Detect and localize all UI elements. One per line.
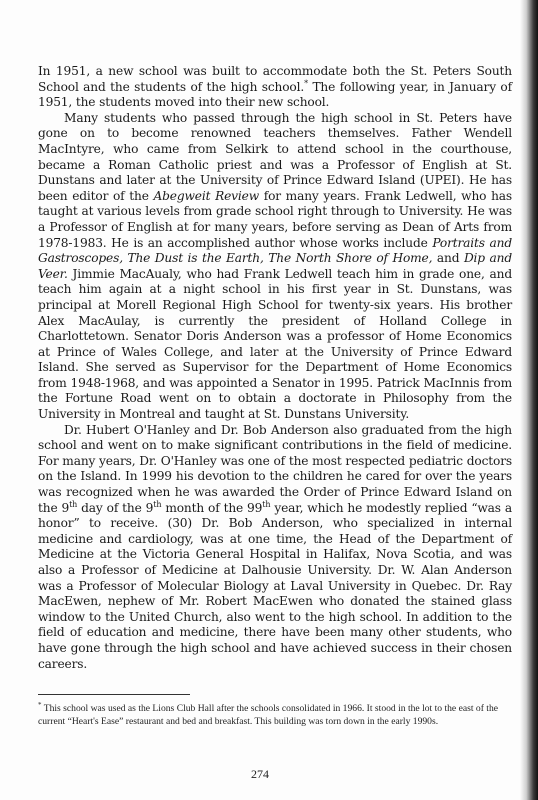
text-run: and [432, 251, 464, 266]
paragraph [38, 423, 512, 673]
superscript: * [304, 78, 308, 88]
text-run: for many years. Frank Ledwell, who has taught at various levels from grade school right through to University. He was a Professor of English at for many years, before serving as Dean of Arts from 1978-1983. He is an accomplished author whose works include [38, 188, 512, 250]
text-run: month of the 99 [161, 500, 263, 515]
page-number: 274 [251, 767, 269, 781]
text-run: year, which he modestly replied “was a honor” to receive. (30) Dr. Bob Anderson, who specialized in internal medicine and cardiology, was at one time, the Head of the Department of Medicine at the Victoria General Hospital in Halifax, Nova Scotia, and was also a Professor of Medicine at Dalhousie University. Dr. W. Alan Anderson was a Professor of Molecular Biology at Laval University in Quebec. Dr. Ray MacEwen, nephew of Mr. Robert MacEwen who donated the stained glass window to the United Church, also went to the high school. In addition to the field of education and medicine, there have been many other students, who have gone through the high school and have achieved success in their chosen careers. [38, 500, 513, 671]
italic-title: Abegweit Review [153, 188, 259, 203]
footnote-text: This school was used as the Lions Club Hall after the schools consolidated in 1966. It stood in the lot to the east of the current “Heart's Ease” restaurant and bed and breakfast. This building was torn down in the early 1990s. [38, 703, 499, 727]
book-spine-shadow [520, 0, 538, 800]
italic-title: Dip and Veer. [38, 251, 512, 281]
footnote [38, 702, 512, 728]
superscript: th [69, 499, 78, 509]
superscript: th [153, 499, 162, 509]
paragraph [38, 64, 512, 111]
text-run: Dr. Hubert O'Hanley and Dr. Bob Anderson also graduated from the high school and went on to make significant contributions in the field of medicine. For many years, Dr. O'Hanley was one of the most respected pediatric doctors on the Island. In 1999 his devotion to the children he cared for over the years was recognized when he was awarded the Order of Prince Edward Island on the 9 [38, 422, 512, 515]
footnote-rule [38, 694, 190, 695]
text-run: Many students who passed through the high school in St. Peters have gone on to become renowned teachers themselves. Father Wendell MacIntyre, who came from Selkirk to attend school in the courthouse, became a Roman Catholic priest and was a Professor of English at St. Dunstans and later at the University of Prince Edward Island (UPEI). He has been editor of the [38, 110, 512, 203]
text-run: day of the 9 [77, 500, 154, 515]
text-run: Jimmie MacAualy, who had Frank Ledwell teach him in grade one, and teach him again at a night school in his first year in St. Dunstans, was principal at Morell Regional High School for twenty-six years. His brother Alex MacAulay, is currently the president of Holland College in Charlottetown. Senator Doris Anderson was a professor of Home Economics at Prince of Wales College, and later at the University of Prince Edward Island. She served as Supervisor for the Department of Home Economics from 1948-1968, and was appointed a Senator in 1995. Patrick MacInnis from the Fortune Road went on to obtain a doctorate in Philosophy from the University in Montreal and taught at St. Dunstans University. [38, 266, 512, 422]
paragraph [38, 111, 512, 423]
footnote-marker: * [38, 700, 42, 709]
italic-title: Portraits and Gastroscopes, The Dust is the Earth, The North Shore of Home, [38, 235, 512, 266]
text-run: The following year, in January of 1951, the students moved into their new school. [38, 79, 512, 110]
text-run: In 1951, a new school was built to accommodate both the St. Peters South School and the students of the high school. [38, 64, 512, 94]
body-text [38, 64, 512, 672]
superscript: th [262, 499, 271, 509]
